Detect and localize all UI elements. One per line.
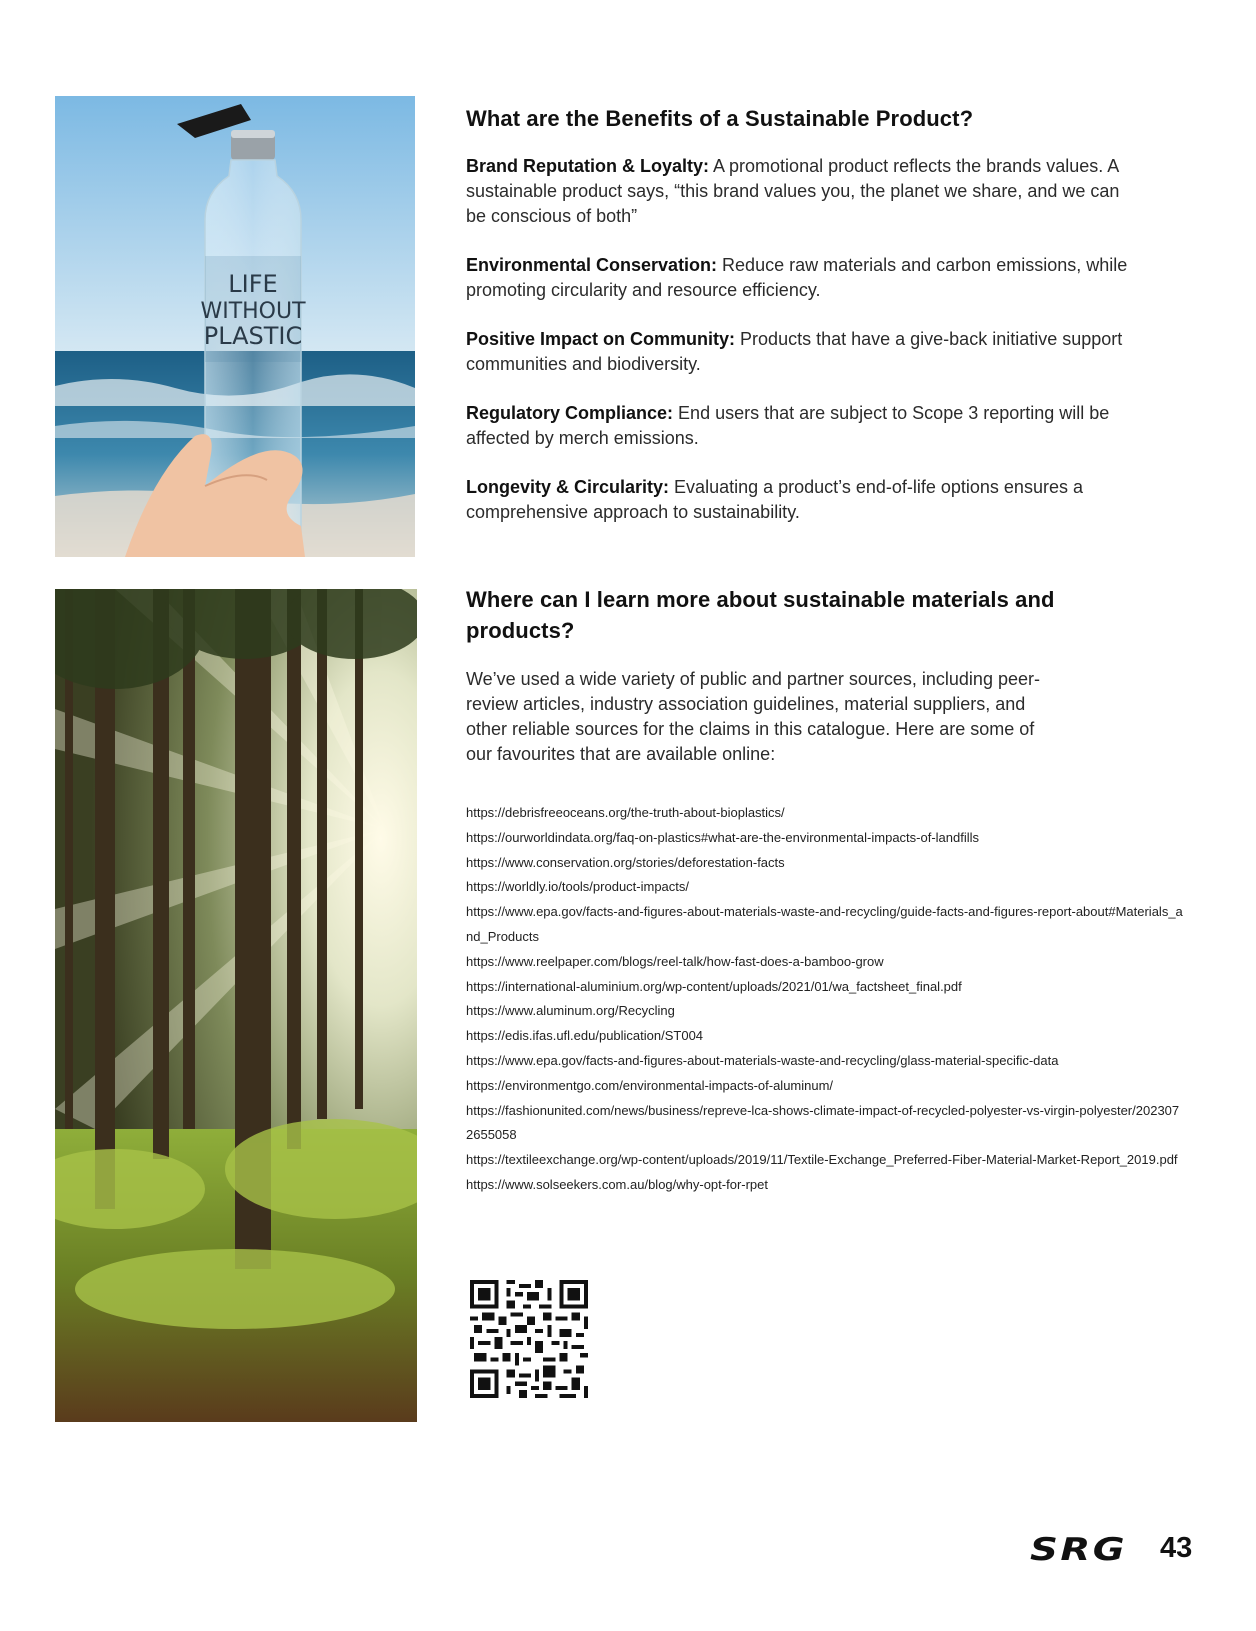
source-list: [466, 801, 1186, 1198]
benefit-label: Positive Impact on Community:: [466, 329, 736, 349]
source-link[interactable]: https://worldly.io/tools/product-impacts/: [466, 879, 690, 895]
benefit-label: Environmental Conservation:: [466, 255, 718, 275]
benefits-section: [466, 103, 1186, 549]
source-link[interactable]: https://textileexchange.org/wp-content/uploads/2019/11/Textile-Exchange_Preferred-Fiber-Material-Market-Report_2019.pdf: [466, 1152, 1178, 1168]
qr-code-icon: [470, 1280, 588, 1398]
benefit-item: [466, 154, 1136, 229]
benefit-label: Longevity & Circularity:: [466, 477, 670, 497]
source-link[interactable]: https://edis.ifas.ufl.edu/publication/ST004: [466, 1028, 704, 1044]
srg-logo: SRG: [1030, 1532, 1128, 1568]
learn-more-intro: We’ve used a wide variety of public and partner sources, including peer-review articles, industry association guidelines, material suppliers, and other reliable sources for the claims in this catalogue. Here are some of our favourites that are available online:: [466, 669, 1040, 764]
source-link[interactable]: https://debrisfreeoceans.org/the-truth-about-bioplastics/: [466, 805, 785, 820]
source-link[interactable]: https://ourworldindata.org/faq-on-plastics#what-are-the-environmental-impacts-of-landfills: [466, 829, 980, 845]
source-link[interactable]: https://www.conservation.org/stories/deforestation-facts: [466, 854, 785, 870]
benefits-heading: What are the Benefits of a Sustainable Product?: [466, 106, 974, 131]
benefit-item: [466, 253, 1136, 303]
benefit-text: End users that are subject to Scope 3 reporting will be affected by merch emissions.: [466, 403, 1110, 448]
benefit-text: A promotional product reflects the brands values. A sustainable product says, “this brand values you, the planet we share, and we can be conscious of both”: [466, 156, 1120, 226]
benefit-label: Brand Reputation & Loyalty:: [466, 156, 710, 176]
source-link[interactable]: https://www.aluminum.org/Recycling: [466, 1003, 675, 1019]
benefit-item: [466, 401, 1136, 451]
bottle-photo: [55, 96, 415, 557]
benefit-item: [466, 327, 1136, 377]
benefit-text: Products that have a give-back initiative support communities and biodiversity.: [466, 329, 1123, 374]
source-link[interactable]: https://www.solseekers.com.au/blog/why-opt-for-rpet: [466, 1176, 769, 1192]
source-link[interactable]: https://www.epa.gov/facts-and-figures-about-materials-waste-and-recycling/glass-material-specific-data: [466, 1052, 1059, 1068]
page-number: 43: [1160, 1532, 1193, 1564]
source-link[interactable]: https://www.reelpaper.com/blogs/reel-talk/how-fast-does-a-bamboo-grow: [466, 953, 884, 969]
qr-code[interactable]: [470, 1280, 588, 1398]
benefit-text: Reduce raw materials and carbon emissions, while promoting circularity and resource efficiency.: [466, 255, 1128, 300]
source-link[interactable]: https://international-aluminium.org/wp-content/uploads/2021/01/wa_factsheet_final.pdf: [466, 978, 962, 994]
benefit-item: [466, 475, 1136, 525]
source-link[interactable]: https://www.epa.gov/facts-and-figures-about-materials-waste-and-recycling/guide-facts-and-figures-report-about#Materials_and_Products: [466, 904, 1183, 944]
benefit-label: Regulatory Compliance:: [466, 403, 674, 423]
source-link[interactable]: https://environmentgo.com/environmental-impacts-of-aluminum/: [466, 1077, 834, 1093]
source-link[interactable]: https://fashionunited.com/news/business/repreve-lca-shows-climate-impact-of-recycled-polyester-vs-virgin-polyester/2023072655058: [466, 1102, 1180, 1143]
forest-illustration: [55, 589, 417, 1422]
forest-photo: [55, 589, 417, 1422]
benefit-text: Evaluating a product’s end-of-life options ensures a comprehensive approach to sustainability.: [466, 477, 1083, 522]
learn-more-heading: Where can I learn more about sustainable materials and products?: [466, 587, 1055, 643]
bottle-label-line-1: LIFE: [228, 270, 278, 298]
bottle-illustration: [55, 96, 415, 557]
bottle-label-line-3: PLASTIC: [203, 322, 303, 350]
learn-more-section: [466, 584, 1186, 767]
bottle-label-line-2: WITHOUT: [200, 299, 306, 324]
